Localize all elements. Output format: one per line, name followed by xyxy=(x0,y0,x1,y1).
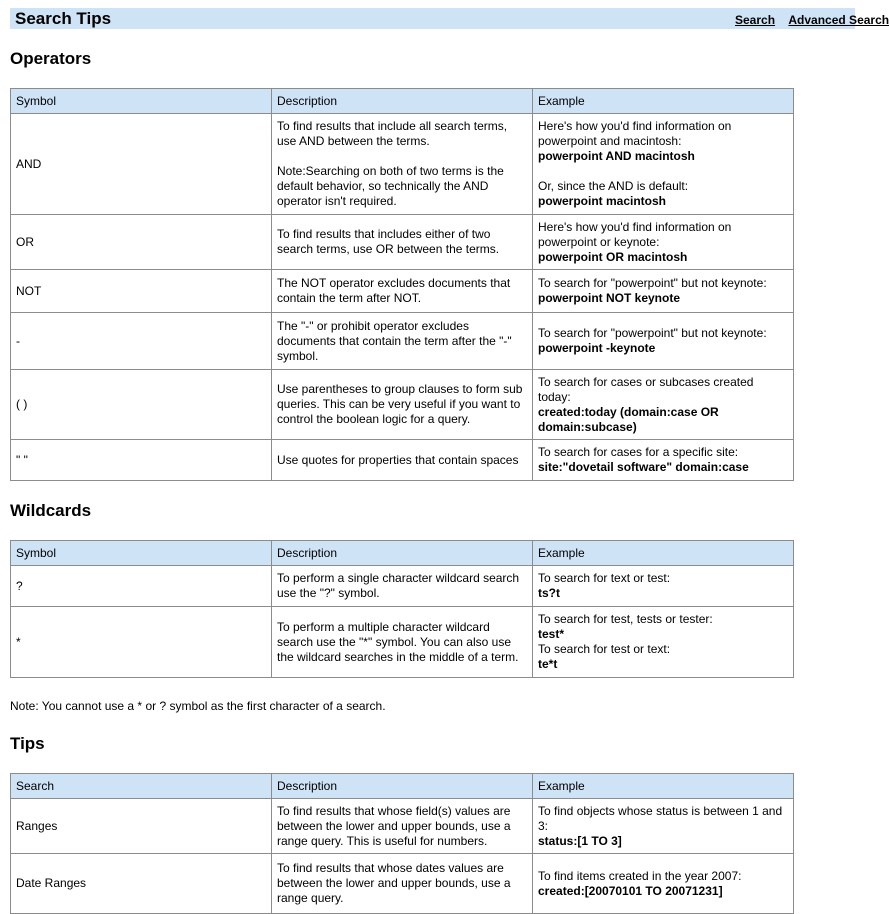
table-row xyxy=(11,370,794,440)
table-row xyxy=(11,799,794,854)
example-text xyxy=(538,164,788,179)
example-text: Here's how you'd find information on powerpoint or keynote: xyxy=(538,219,732,249)
description-cell: The "-" or prohibit operator excludes documents that contain the term after the "-" symbol. xyxy=(272,313,533,370)
table-row xyxy=(11,215,794,270)
symbol-cell: - xyxy=(11,313,272,370)
symbol-cell: AND xyxy=(11,114,272,215)
example-query: te*t xyxy=(538,657,558,671)
column-header: Symbol xyxy=(11,541,272,566)
symbol-cell: NOT xyxy=(11,270,272,313)
tips-heading: Tips xyxy=(10,734,45,753)
wildcards-table xyxy=(10,540,794,678)
column-header: Symbol xyxy=(11,89,272,114)
example-text: To search for cases or subcases created today: xyxy=(538,374,754,404)
example-query: powerpoint NOT keynote xyxy=(538,291,681,305)
symbol-cell: Date Ranges xyxy=(11,854,272,914)
example-cell xyxy=(533,607,794,678)
table-row xyxy=(11,114,794,215)
symbol-cell: ( ) xyxy=(11,370,272,440)
example-cell xyxy=(533,854,794,914)
example-text: Here's how you'd find information on powerpoint and macintosh: xyxy=(538,119,732,148)
column-header: Description xyxy=(272,541,533,566)
example-query: test* xyxy=(538,627,565,641)
example-cell xyxy=(533,215,794,270)
table-row xyxy=(11,607,794,678)
example-cell xyxy=(533,270,794,313)
symbol-cell: Ranges xyxy=(11,799,272,854)
example-query: status:[1 TO 3] xyxy=(538,833,622,848)
page-title: Search Tips xyxy=(15,9,112,28)
column-header: Description xyxy=(272,89,533,114)
table-header-row xyxy=(11,541,794,566)
symbol-cell: ? xyxy=(11,566,272,607)
example-cell xyxy=(533,566,794,607)
wildcards-heading: Wildcards xyxy=(10,501,92,520)
table-header-row xyxy=(11,89,794,114)
example-query: powerpoint -keynote xyxy=(538,341,656,355)
table-row xyxy=(11,854,794,914)
example-text: To search for cases for a specific site: xyxy=(538,445,739,459)
example-cell xyxy=(533,114,794,215)
example-query: site:"dovetail software" domain:case xyxy=(538,460,749,474)
table-row xyxy=(11,440,794,481)
example-cell xyxy=(533,370,794,440)
example-text: To search for test, tests or tester: xyxy=(538,612,713,626)
table-row xyxy=(11,313,794,370)
description-cell: To find results that include all search terms, use AND between the terms. Note:Searching on both of two terms is the default behavior, so technically the AND operator isn't required. xyxy=(272,114,533,215)
example-text: Or, since the AND is default: xyxy=(538,179,689,193)
description-cell: Use parentheses to group clauses to form sub queries. This can be very useful if you want to control the boolean logic for a query. xyxy=(272,370,533,440)
example-cell xyxy=(533,440,794,481)
description-cell: To find results that whose dates values are between the lower and upper bounds, use a range query. xyxy=(272,854,533,914)
example-text: To search for "powerpoint" but not keynote: xyxy=(538,326,767,340)
example-text: To search for "powerpoint" but not keynote: xyxy=(538,276,767,290)
operators-heading: Operators xyxy=(10,49,92,68)
example-cell xyxy=(533,799,794,854)
example-query: powerpoint AND macintosh xyxy=(538,149,695,163)
column-header: Example xyxy=(533,774,794,799)
search-link[interactable]: Search xyxy=(735,13,776,27)
example-query: ts?t xyxy=(538,586,560,600)
column-header: Example xyxy=(533,89,794,114)
description-cell: To perform a multiple character wildcard search use the "*" symbol. You can also use the wildcard searches in the middle of a term. xyxy=(272,607,533,678)
table-header-row xyxy=(11,774,794,799)
symbol-cell: " " xyxy=(11,440,272,481)
example-text: To search for test or text: xyxy=(538,642,671,656)
example-query: created:today (domain:case OR domain:subcase) xyxy=(538,404,719,434)
description-cell: The NOT operator excludes documents that contain the term after NOT. xyxy=(272,270,533,313)
operators-table xyxy=(10,88,794,481)
advanced-search-link[interactable]: Advanced Search xyxy=(788,13,889,27)
header-links xyxy=(725,13,889,27)
wildcard-note: Note: You cannot use a * or ? symbol as the first character of a search. xyxy=(10,699,386,713)
example-text: To find items created in the year 2007: xyxy=(538,868,742,883)
table-row xyxy=(11,566,794,607)
example-query: powerpoint OR macintosh xyxy=(538,249,688,264)
table-row xyxy=(11,270,794,313)
description-cell: Use quotes for properties that contain spaces xyxy=(272,440,533,481)
example-text: To find objects whose status is between 1 and 3: xyxy=(538,803,783,833)
tips-table xyxy=(10,773,794,914)
symbol-cell: OR xyxy=(11,215,272,270)
symbol-cell: * xyxy=(11,607,272,678)
description-cell: To perform a single character wildcard search use the "?" symbol. xyxy=(272,566,533,607)
example-cell xyxy=(533,313,794,370)
description-cell: To find results that whose field(s) values are between the lower and upper bounds, use a range query. This is useful for numbers. xyxy=(272,799,533,854)
column-header: Search xyxy=(11,774,272,799)
example-text: To search for text or test: xyxy=(538,571,671,585)
column-header: Example xyxy=(533,541,794,566)
example-query: created:[20070101 TO 20071231] xyxy=(538,883,723,898)
page-header xyxy=(10,8,889,29)
column-header: Description xyxy=(272,774,533,799)
description-cell: To find results that includes either of two search terms, use OR between the terms. xyxy=(272,215,533,270)
example-query: powerpoint macintosh xyxy=(538,194,667,208)
